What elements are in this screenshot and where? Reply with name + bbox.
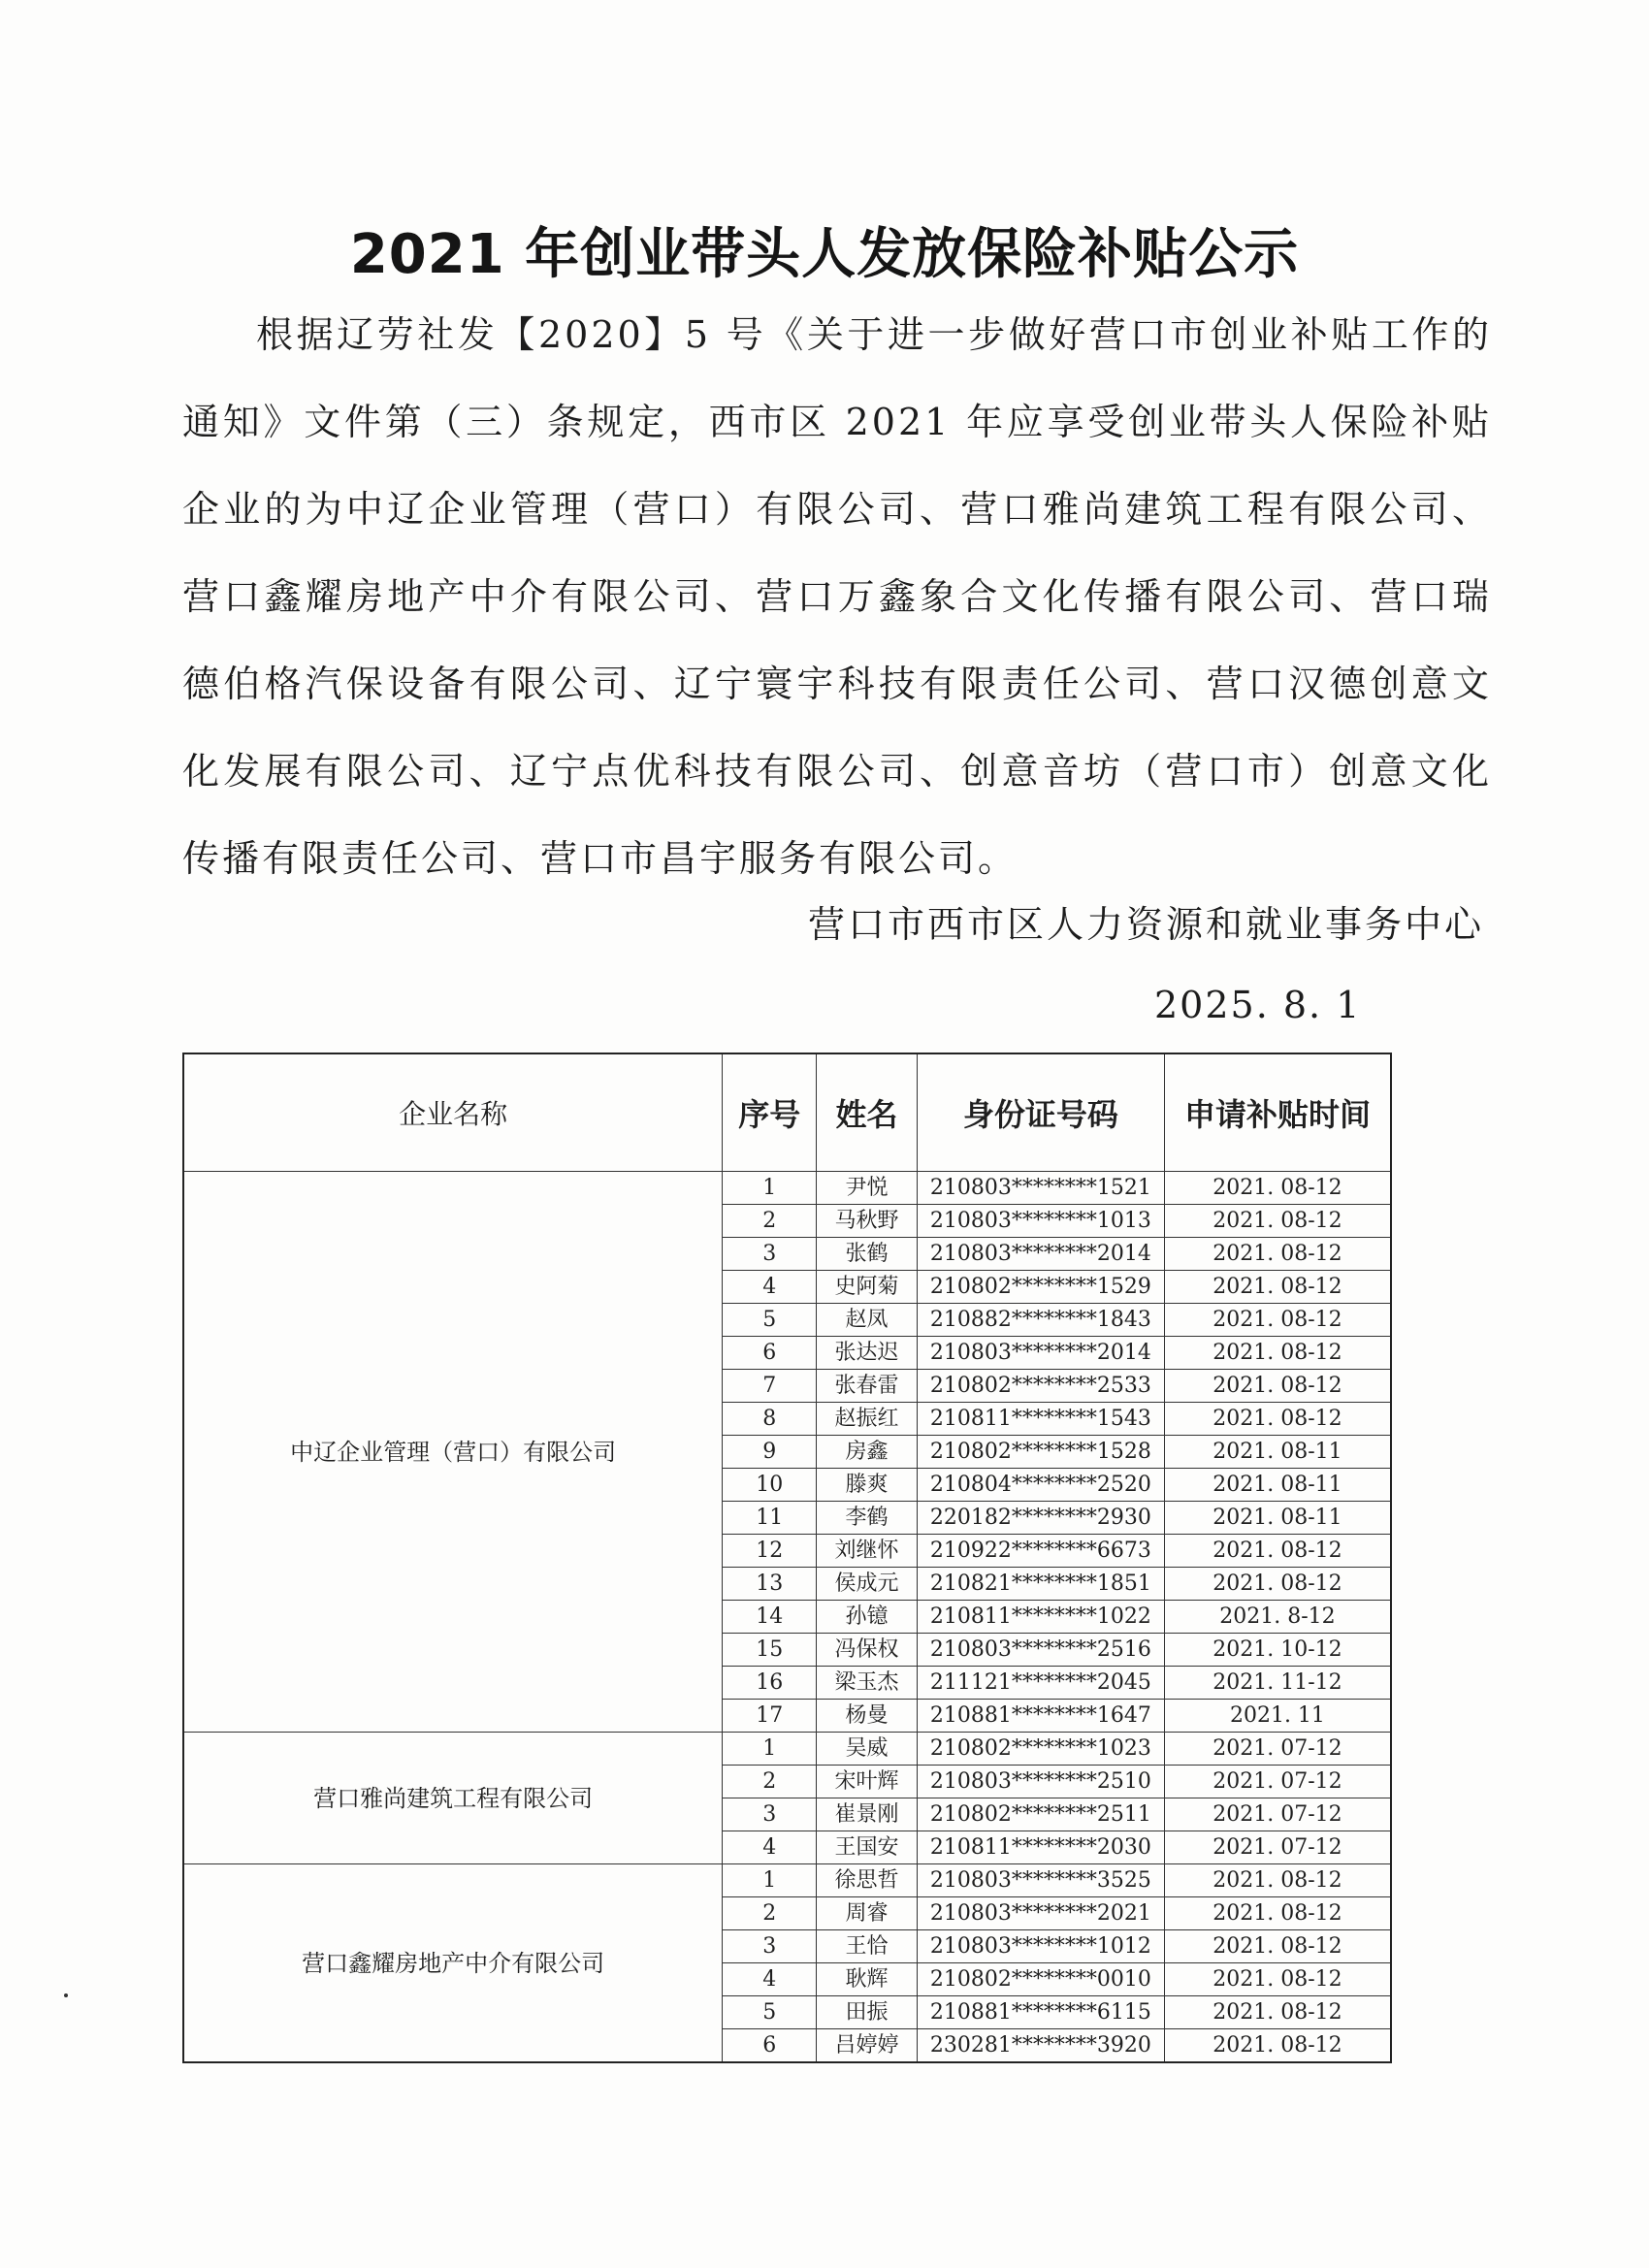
table-row bbox=[183, 1733, 1391, 1766]
id-number-cell: 210802********1528 bbox=[917, 1436, 1164, 1469]
person-name-cell: 史阿菊 bbox=[817, 1271, 918, 1304]
apply-date-cell: 2021. 08-12 bbox=[1164, 1370, 1391, 1403]
id-number-cell: 210804********2520 bbox=[917, 1469, 1164, 1502]
seq-cell: 16 bbox=[723, 1667, 817, 1700]
company-name-cell: 中辽企业管理（营口）有限公司 bbox=[183, 1172, 723, 1733]
issuer-signature: 营口市西市区人力资源和就业事务中心 bbox=[807, 903, 1484, 946]
person-name-cell: 张达迟 bbox=[817, 1337, 918, 1370]
id-number-cell: 210803********2014 bbox=[917, 1238, 1164, 1271]
apply-date-cell: 2021. 08-11 bbox=[1164, 1502, 1391, 1535]
apply-date-cell: 2021. 08-12 bbox=[1164, 1897, 1391, 1930]
seq-cell: 5 bbox=[723, 1996, 817, 2029]
person-name-cell: 周睿 bbox=[817, 1897, 918, 1930]
person-name-cell: 赵振红 bbox=[817, 1403, 918, 1436]
person-name-cell: 杨曼 bbox=[817, 1700, 918, 1733]
apply-date-cell: 2021. 08-12 bbox=[1164, 1172, 1391, 1205]
id-number-cell: 220182********2930 bbox=[917, 1502, 1164, 1535]
seq-cell: 4 bbox=[723, 1963, 817, 1996]
company-name-cell: 营口雅尚建筑工程有限公司 bbox=[183, 1733, 723, 1864]
person-name-cell: 张鹤 bbox=[817, 1238, 918, 1271]
seq-cell: 9 bbox=[723, 1436, 817, 1469]
apply-date-cell: 2021. 07-12 bbox=[1164, 1733, 1391, 1766]
id-number-cell: 211121********2045 bbox=[917, 1667, 1164, 1700]
id-number-cell: 210802********0010 bbox=[917, 1963, 1164, 1996]
header-company: 企业名称 bbox=[183, 1053, 723, 1172]
person-name-cell: 梁玉杰 bbox=[817, 1667, 918, 1700]
apply-date-cell: 2021. 08-12 bbox=[1164, 1568, 1391, 1601]
apply-date-cell: 2021. 08-12 bbox=[1164, 1963, 1391, 1996]
seq-cell: 3 bbox=[723, 1930, 817, 1963]
id-number-cell: 210803********2510 bbox=[917, 1766, 1164, 1798]
apply-date-cell: 2021. 08-12 bbox=[1164, 1930, 1391, 1963]
header-id: 身份证号码 bbox=[917, 1053, 1164, 1172]
company-name-cell: 营口鑫耀房地产中介有限公司 bbox=[183, 1864, 723, 2063]
subsidy-roster-table bbox=[182, 1053, 1392, 2063]
apply-date-cell: 2021. 08-12 bbox=[1164, 1271, 1391, 1304]
seq-cell: 11 bbox=[723, 1502, 817, 1535]
id-number-cell: 210803********2014 bbox=[917, 1337, 1164, 1370]
person-name-cell: 孙镱 bbox=[817, 1601, 918, 1634]
id-number-cell: 210802********2533 bbox=[917, 1370, 1164, 1403]
apply-date-cell: 2021. 08-12 bbox=[1164, 2029, 1391, 2063]
apply-date-cell: 2021. 07-12 bbox=[1164, 1831, 1391, 1864]
seq-cell: 2 bbox=[723, 1766, 817, 1798]
apply-date-cell: 2021. 08-12 bbox=[1164, 1238, 1391, 1271]
person-name-cell: 宋叶辉 bbox=[817, 1766, 918, 1798]
scan-speck bbox=[64, 1993, 68, 1997]
header-seq: 序号 bbox=[723, 1053, 817, 1172]
id-number-cell: 210803********1521 bbox=[917, 1172, 1164, 1205]
id-number-cell: 210803********1012 bbox=[917, 1930, 1164, 1963]
seq-cell: 10 bbox=[723, 1469, 817, 1502]
id-number-cell: 210803********2021 bbox=[917, 1897, 1164, 1930]
table-body bbox=[183, 1172, 1391, 2063]
apply-date-cell: 2021. 08-11 bbox=[1164, 1436, 1391, 1469]
seq-cell: 8 bbox=[723, 1403, 817, 1436]
seq-cell: 14 bbox=[723, 1601, 817, 1634]
apply-date-cell: 2021. 11-12 bbox=[1164, 1667, 1391, 1700]
notice-body: 根据辽劳社发【2020】5 号《关于进一步做好营口市创业补贴工作的通知》文件第（三）条规定，西市区 2021 年应享受创业带头人保险补贴企业的为中辽企业管理（营口）有限公司、营口雅尚建筑工程有限公司、营口鑫耀房地产中介有限公司、营口万鑫象合文化传播有限公司、营口瑞德伯格汽保设备有限公司、辽宁寰宇科技有限责任公司、营口汉德创意文化发展有限公司、辽宁点优科技有限公司、创意音坊（营口市）创意文化传播有限责任公司、营口市昌宇服务有限公司。 bbox=[182, 313, 1492, 880]
id-number-cell: 210811********2030 bbox=[917, 1831, 1164, 1864]
seq-cell: 2 bbox=[723, 1897, 817, 1930]
person-name-cell: 马秋野 bbox=[817, 1205, 918, 1238]
seq-cell: 3 bbox=[723, 1798, 817, 1831]
id-number-cell: 210802********1529 bbox=[917, 1271, 1164, 1304]
person-name-cell: 赵凤 bbox=[817, 1304, 918, 1337]
person-name-cell: 冯保权 bbox=[817, 1634, 918, 1667]
seq-cell: 6 bbox=[723, 1337, 817, 1370]
apply-date-cell: 2021. 07-12 bbox=[1164, 1766, 1391, 1798]
id-number-cell: 230281********3920 bbox=[917, 2029, 1164, 2063]
seq-cell: 12 bbox=[723, 1535, 817, 1568]
table-row bbox=[183, 1864, 1391, 1897]
seq-cell: 5 bbox=[723, 1304, 817, 1337]
id-number-cell: 210811********1022 bbox=[917, 1601, 1164, 1634]
id-number-cell: 210802********1023 bbox=[917, 1733, 1164, 1766]
person-name-cell: 田振 bbox=[817, 1996, 918, 2029]
person-name-cell: 刘继怀 bbox=[817, 1535, 918, 1568]
person-name-cell: 王恰 bbox=[817, 1930, 918, 1963]
person-name-cell: 李鹤 bbox=[817, 1502, 918, 1535]
apply-date-cell: 2021. 08-12 bbox=[1164, 1996, 1391, 2029]
person-name-cell: 滕爽 bbox=[817, 1469, 918, 1502]
person-name-cell: 侯成元 bbox=[817, 1568, 918, 1601]
seq-cell: 4 bbox=[723, 1271, 817, 1304]
seq-cell: 7 bbox=[723, 1370, 817, 1403]
id-number-cell: 210811********1543 bbox=[917, 1403, 1164, 1436]
apply-date-cell: 2021. 08-12 bbox=[1164, 1535, 1391, 1568]
seq-cell: 3 bbox=[723, 1238, 817, 1271]
issue-date: 2025. 8. 1 bbox=[1154, 984, 1362, 1026]
id-number-cell: 210881********6115 bbox=[917, 1996, 1164, 2029]
seq-cell: 15 bbox=[723, 1634, 817, 1667]
header-name: 姓名 bbox=[817, 1053, 918, 1172]
header-date: 申请补贴时间 bbox=[1164, 1053, 1391, 1172]
seq-cell: 6 bbox=[723, 2029, 817, 2063]
person-name-cell: 王国安 bbox=[817, 1831, 918, 1864]
id-number-cell: 210882********1843 bbox=[917, 1304, 1164, 1337]
id-number-cell: 210803********1013 bbox=[917, 1205, 1164, 1238]
seq-cell: 13 bbox=[723, 1568, 817, 1601]
apply-date-cell: 2021. 08-12 bbox=[1164, 1337, 1391, 1370]
seq-cell: 1 bbox=[723, 1172, 817, 1205]
id-number-cell: 210881********1647 bbox=[917, 1700, 1164, 1733]
seq-cell: 2 bbox=[723, 1205, 817, 1238]
person-name-cell: 崔景刚 bbox=[817, 1798, 918, 1831]
apply-date-cell: 2021. 08-12 bbox=[1164, 1864, 1391, 1897]
person-name-cell: 吕婷婷 bbox=[817, 2029, 918, 2063]
apply-date-cell: 2021. 10-12 bbox=[1164, 1634, 1391, 1667]
id-number-cell: 210802********2511 bbox=[917, 1798, 1164, 1831]
person-name-cell: 徐思哲 bbox=[817, 1864, 918, 1897]
apply-date-cell: 2021. 08-12 bbox=[1164, 1205, 1391, 1238]
person-name-cell: 耿辉 bbox=[817, 1963, 918, 1996]
person-name-cell: 张春雷 bbox=[817, 1370, 918, 1403]
id-number-cell: 210803********3525 bbox=[917, 1864, 1164, 1897]
apply-date-cell: 2021. 8-12 bbox=[1164, 1601, 1391, 1634]
apply-date-cell: 2021. 08-11 bbox=[1164, 1469, 1391, 1502]
seq-cell: 4 bbox=[723, 1831, 817, 1864]
page-title: 2021 年创业带头人发放保险补贴公示 bbox=[349, 223, 1300, 286]
id-number-cell: 210821********1851 bbox=[917, 1568, 1164, 1601]
seq-cell: 1 bbox=[723, 1864, 817, 1897]
apply-date-cell: 2021. 08-12 bbox=[1164, 1304, 1391, 1337]
seq-cell: 1 bbox=[723, 1733, 817, 1766]
seq-cell: 17 bbox=[723, 1700, 817, 1733]
table-row bbox=[183, 1172, 1391, 1205]
table-header-row bbox=[183, 1053, 1391, 1172]
id-number-cell: 210922********6673 bbox=[917, 1535, 1164, 1568]
person-name-cell: 尹悦 bbox=[817, 1172, 918, 1205]
person-name-cell: 吴威 bbox=[817, 1733, 918, 1766]
apply-date-cell: 2021. 11 bbox=[1164, 1700, 1391, 1733]
id-number-cell: 210803********2516 bbox=[917, 1634, 1164, 1667]
apply-date-cell: 2021. 07-12 bbox=[1164, 1798, 1391, 1831]
person-name-cell: 房鑫 bbox=[817, 1436, 918, 1469]
apply-date-cell: 2021. 08-12 bbox=[1164, 1403, 1391, 1436]
